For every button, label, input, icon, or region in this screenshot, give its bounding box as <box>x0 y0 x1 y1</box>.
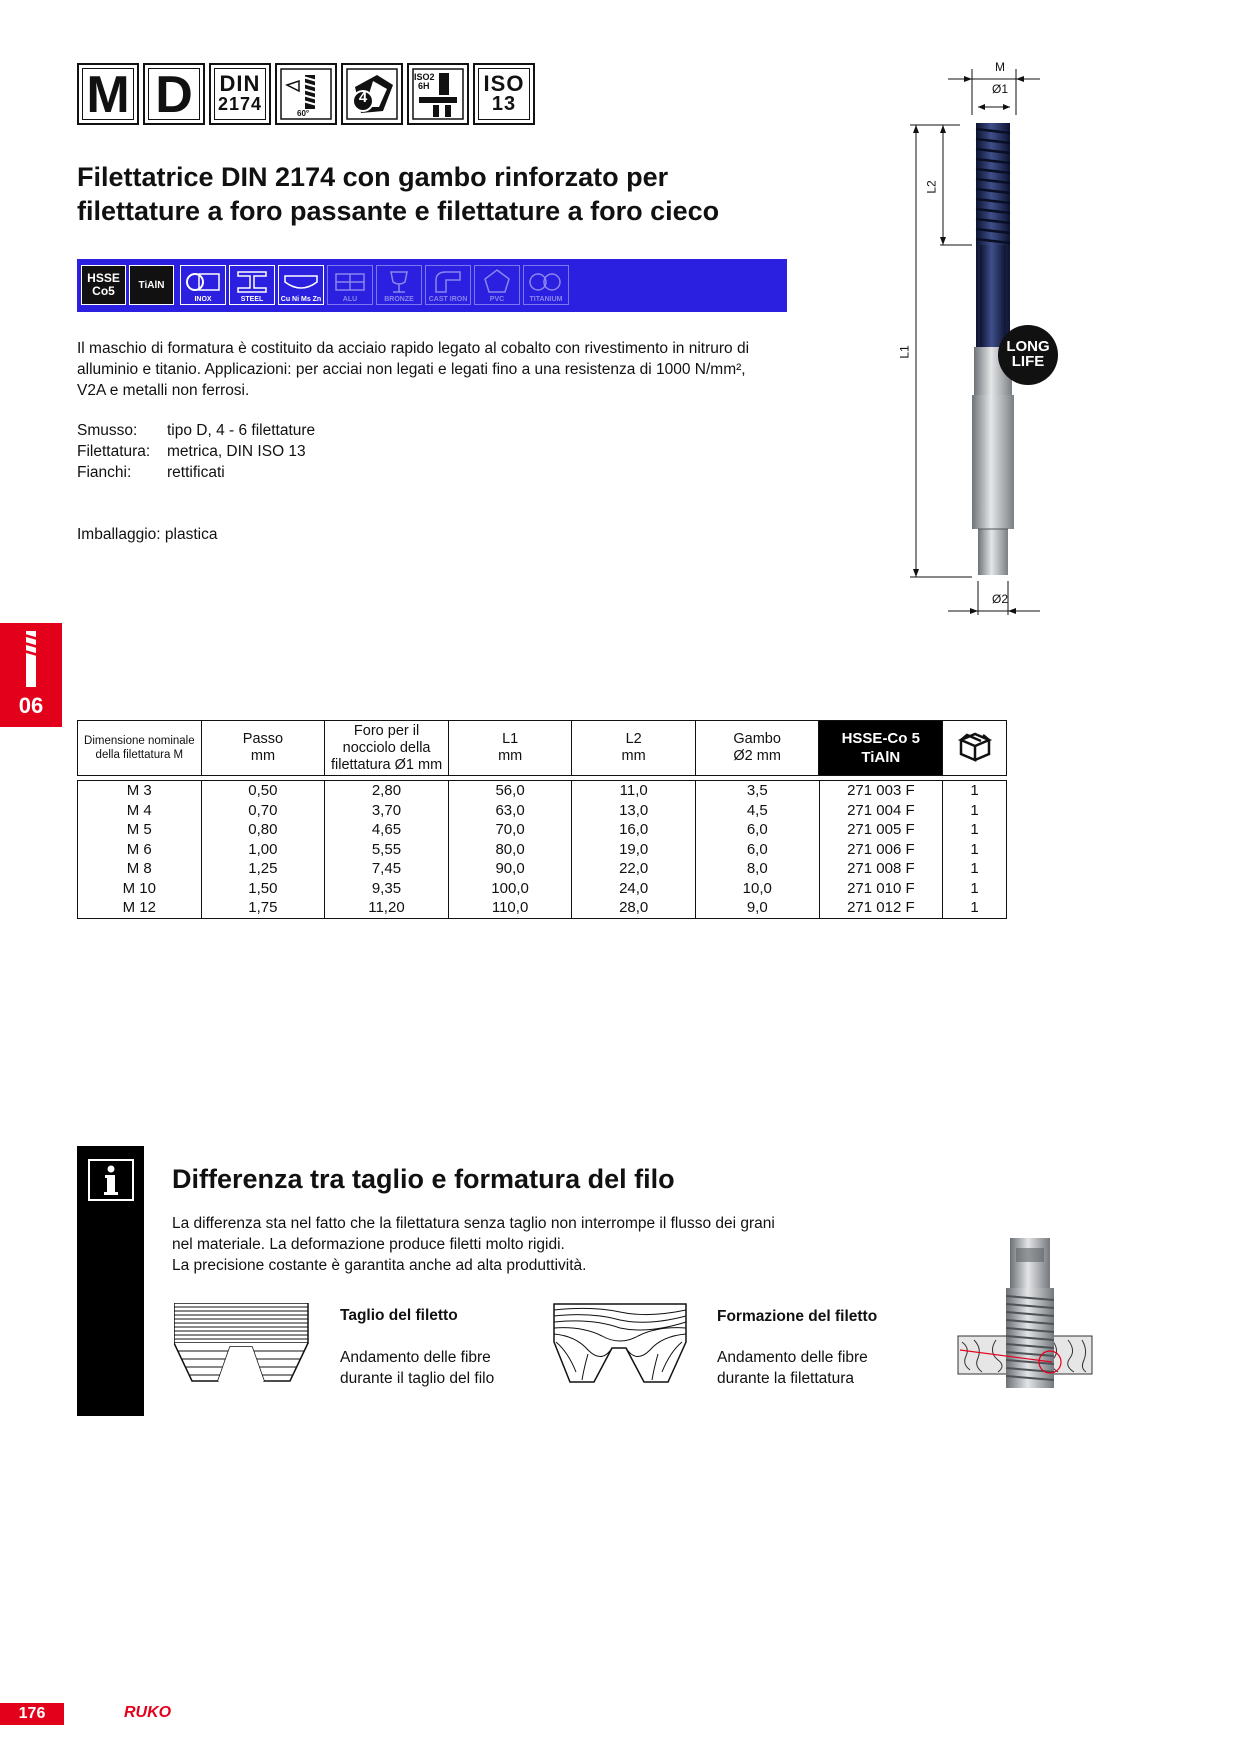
thread-cutting-illustration <box>174 1303 310 1385</box>
table-cell: M 10 <box>78 879 202 899</box>
table-row <box>78 879 1007 899</box>
spec-key: Filettatura: <box>77 443 151 460</box>
tap-icon <box>0 623 62 695</box>
pentagon-icon <box>475 266 519 296</box>
material-cast-iron <box>425 265 471 305</box>
table-row <box>78 801 1007 821</box>
table-cell: 8,0 <box>695 859 819 879</box>
forming-line: Andamento delle fibre <box>717 1349 868 1366</box>
table-cell: 24,0 <box>572 879 696 899</box>
thread-forming-illustration <box>552 1302 688 1386</box>
header-shank: Gambo Ø2 mm <box>695 721 819 776</box>
spec-key: Smusso: <box>77 422 138 439</box>
dim-d1: Ø1 <box>991 82 1008 96</box>
material-label: INOX <box>194 296 212 303</box>
forming-title: Formazione del filetto <box>717 1308 878 1325</box>
tube-icon <box>524 266 568 296</box>
tolerance-label <box>414 73 435 91</box>
table-cell: 11,0 <box>572 781 696 801</box>
cutting-line: Andamento delle fibre <box>340 1349 491 1366</box>
table-cell: M 12 <box>78 898 202 918</box>
table-cell: 9,35 <box>325 879 449 899</box>
table-cell: 271 003 F <box>819 781 943 801</box>
thread-angle-icon-box <box>275 63 337 125</box>
table-cell: 2,80 <box>325 781 449 801</box>
table-cell: 0,50 <box>201 781 325 801</box>
header-l2: L2 mm <box>572 721 695 776</box>
table-cell: 1,25 <box>201 859 325 879</box>
material-label: CAST IRON <box>428 296 468 303</box>
tolerance-class: 6H <box>418 81 430 91</box>
forming-line: durante la filettatura <box>717 1370 855 1387</box>
table-row <box>78 820 1007 840</box>
table-cell: 1 <box>943 820 1007 840</box>
dim-d2: Ø2 <box>991 592 1008 606</box>
table-row <box>78 859 1007 879</box>
table-cell: 3,70 <box>325 801 449 821</box>
table-cell: 13,0 <box>572 801 696 821</box>
packaging-info: Imballaggio: plastica <box>77 526 218 543</box>
dim-m: M <box>995 60 1005 74</box>
material-bronze <box>376 265 422 305</box>
table-cell: 80,0 <box>448 840 572 860</box>
info-text <box>172 1213 852 1276</box>
spec-flanks <box>77 462 225 483</box>
header-hole: Foro per il nocciolo della filettatura Ø1 mm <box>325 721 449 776</box>
table-cell: 271 005 F <box>819 820 943 840</box>
spec-value: metrica, DIN ISO 13 <box>167 443 306 460</box>
chamfer-number: 4 <box>358 89 368 106</box>
info-line: nel materiale. La deformazione produce filetti molto rigidi. <box>172 1236 565 1253</box>
header-pitch: Passo mm <box>201 721 325 776</box>
table-row <box>78 898 1007 918</box>
info-bar <box>77 1146 144 1416</box>
table-header <box>77 720 1007 776</box>
table-cell: 271 012 F <box>819 898 943 918</box>
description-line: alluminio e titanio. Applicazioni: per acciai non legati e legati fino a una resistenza di 1000 N/mm², <box>77 361 746 378</box>
table-cell: M 6 <box>78 840 202 860</box>
pipe-icon <box>181 266 225 296</box>
material-alu <box>327 265 373 305</box>
table-cell: 1,75 <box>201 898 325 918</box>
table-cell: 271 004 F <box>819 801 943 821</box>
table-cell: 11,20 <box>325 898 449 918</box>
coating-hsse-badge <box>81 265 126 305</box>
description-line: Il maschio di formatura è costituito da acciaio rapido legato al cobalto con rivestimento in nitruro di <box>77 340 750 357</box>
chamfer-icon <box>343 65 401 123</box>
table-cell: 16,0 <box>572 820 696 840</box>
d-letter: D <box>155 66 193 124</box>
iso-icon-box <box>473 63 535 125</box>
spec-value: tipo D, 4 - 6 filettature <box>167 422 316 439</box>
cutting-caption <box>340 1347 494 1389</box>
din-label: DIN <box>219 71 261 96</box>
table-cell: 56,0 <box>448 781 572 801</box>
chapter-tab[interactable] <box>0 623 62 727</box>
tolerance-iso: ISO2 <box>414 72 435 82</box>
table-cell: 1 <box>943 781 1007 801</box>
table-cell: M 5 <box>78 820 202 840</box>
table-cell: 4,65 <box>325 820 449 840</box>
table-cell: 0,70 <box>201 801 325 821</box>
cup-icon <box>377 266 421 296</box>
table-cell: M 4 <box>78 801 202 821</box>
iso-label: ISO <box>483 71 525 96</box>
grid-profile-icon <box>328 266 372 296</box>
table-cell: 271 006 F <box>819 840 943 860</box>
material-label: PVC <box>489 296 505 303</box>
material-label: Cu Ni Ms Zn <box>280 296 322 303</box>
table-cell: 110,0 <box>448 898 572 918</box>
table-cell: 4,5 <box>695 801 819 821</box>
dim-l1: L1 <box>897 345 912 359</box>
material-titanium <box>523 265 569 305</box>
info-line: La precisione costante è garantita anche ad alta produttività. <box>172 1257 587 1274</box>
article-table <box>77 780 1007 919</box>
table-cell: 1 <box>943 801 1007 821</box>
chamfer-icon-box <box>341 63 403 125</box>
table-cell: 63,0 <box>448 801 572 821</box>
table-cell: 1 <box>943 859 1007 879</box>
table-cell: 3,5 <box>695 781 819 801</box>
page-number: 176 <box>0 1703 64 1725</box>
material-bar <box>77 259 787 312</box>
table-cell: 100,0 <box>448 879 572 899</box>
product-description <box>77 338 797 401</box>
badge-line-1: LONG <box>1006 338 1050 355</box>
iso-number: 13 <box>491 93 517 115</box>
spec-value: rettificati <box>167 464 225 481</box>
table-cell: 22,0 <box>572 859 696 879</box>
box-icon <box>957 730 993 762</box>
table-cell: 10,0 <box>695 879 819 899</box>
table-row <box>78 840 1007 860</box>
table-cell: 6,0 <box>695 820 819 840</box>
material-pvc <box>474 265 520 305</box>
coating-tialn-badge <box>129 265 174 305</box>
m-icon-box <box>77 63 139 125</box>
coating-co5-label: Co5 <box>92 284 115 298</box>
badge-line-2: LIFE <box>1011 353 1045 370</box>
material-label: BRONZE <box>384 296 414 303</box>
table-cell: M 3 <box>78 781 202 801</box>
info-line: La differenza sta nel fatto che la filettatura senza taglio non interrompe il flusso dei grani <box>172 1215 775 1232</box>
long-life-badge <box>998 339 1058 369</box>
material-steel <box>229 265 275 305</box>
cutting-title: Taglio del filetto <box>340 1307 458 1324</box>
material-non-ferrous <box>278 265 324 305</box>
spec-thread <box>77 441 306 462</box>
header-size: Dimensione nominale della filettatura M <box>78 721 202 776</box>
table-cell: 1 <box>943 879 1007 899</box>
material-label: TITANIUM <box>529 296 563 303</box>
header-l1: L1 mm <box>448 721 571 776</box>
header-article: HSSE-Co 5 TiAlN <box>819 721 943 776</box>
table-cell: 271 008 F <box>819 859 943 879</box>
table-cell: 1,00 <box>201 840 325 860</box>
title-line-2: filettature a foro passante e filettature a foro cieco <box>77 196 720 226</box>
table-cell: 1 <box>943 898 1007 918</box>
coating-tialn-label: TiAlN <box>138 280 165 291</box>
table-cell: 1 <box>943 840 1007 860</box>
page-title <box>77 160 797 228</box>
workpiece-illustration <box>820 1238 1100 1398</box>
beam-icon <box>230 266 274 296</box>
table-cell: 271 010 F <box>819 879 943 899</box>
material-inox <box>180 265 226 305</box>
table-cell: 6,0 <box>695 840 819 860</box>
header-package <box>943 721 1007 776</box>
cutting-line: durante il taglio del filo <box>340 1370 495 1387</box>
m-letter: M <box>86 66 130 124</box>
table-cell: 5,55 <box>325 840 449 860</box>
material-label: STEEL <box>240 296 264 303</box>
material-label: ALU <box>342 296 358 303</box>
table-cell: M 8 <box>78 859 202 879</box>
elbow-icon <box>426 266 470 296</box>
angle-label: 60° <box>297 109 310 118</box>
chapter-number: 06 <box>18 693 44 718</box>
title-line-1: Filettatrice DIN 2174 con gambo rinforzato per <box>77 162 669 192</box>
brand-logo: RUKO <box>124 1704 172 1721</box>
table-cell: 7,45 <box>325 859 449 879</box>
table-cell: 0,80 <box>201 820 325 840</box>
table-cell: 19,0 <box>572 840 696 860</box>
spec-key: Fianchi: <box>77 464 132 481</box>
tolerance-icon-box <box>407 63 469 125</box>
din-number: 2174 <box>217 94 263 114</box>
profile-icon <box>279 266 323 296</box>
table-cell: 28,0 <box>572 898 696 918</box>
coating-hsse-label: HSSE <box>87 271 120 285</box>
table-cell: 90,0 <box>448 859 572 879</box>
table-cell: 70,0 <box>448 820 572 840</box>
info-title: Differenza tra taglio e formatura del filo <box>172 1164 675 1194</box>
table-cell: 9,0 <box>695 898 819 918</box>
table-row <box>78 781 1007 801</box>
dim-l2: L2 <box>924 180 939 194</box>
din-icon-box <box>209 63 271 125</box>
description-line: V2A e metalli non ferrosi. <box>77 382 250 399</box>
d-icon-box <box>143 63 205 125</box>
info-icon <box>77 1146 144 1206</box>
table-cell: 1,50 <box>201 879 325 899</box>
spec-chamfer <box>77 420 315 441</box>
